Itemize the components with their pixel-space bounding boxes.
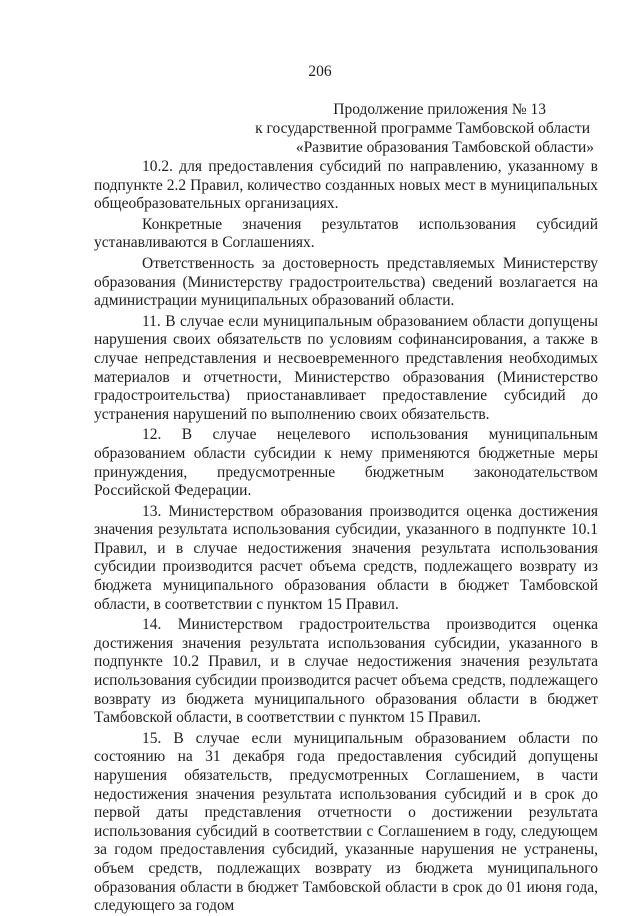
appendix-header-line-1: Продолжение приложения № 13 <box>333 101 546 118</box>
paragraph-11: 11. В случае если муниципальным образованием области допущены нарушения своих обязательств по условиям софинансирования, а также в случае непредставления и несвоевременного представления необходимых материалов и отчетности, Министерство образования (Министерство градостроительства) приостанавливает предоставление субсидий до устранения нарушений по выполнению своих обязательств. <box>94 312 598 423</box>
paragraph-13: 13. Министерством образования производится оценка достижения значения результата использования субсидии, указанного в подпункте 10.1 Правил, и в случае недостижения значения результата использования субсидии производится расчет объема средств, подлежащего возврату из бюджета муниципального образования области в бюджет Тамбовской области, в соответствии с пунктом 15 Правил. <box>94 502 598 613</box>
paragraph-14: 14. Министерством градостроительства производится оценка достижения значения результата использования субсидии, указанного в подпункте 10.2 Правил, и в случае недостижения значения результата использования субсидии производится расчет объема средств, подлежащего возврату из бюджета муниципального образования области в бюджет Тамбовской области, в соответствии с пунктом 15 Правил. <box>94 616 598 727</box>
appendix-header-line-3: «Развитие образования Тамбовской области» <box>295 139 594 156</box>
paragraph-specific-values: Конкретные значения результатов использования субсидий устанавливаются в Соглашениях. <box>94 215 598 252</box>
paragraph-12: 12. В случае нецелевого использования муниципальным образованием области субсидии к нему применяются бюджетные меры принуждения, предусмотренные бюджетным законодательством Российской Федерации. <box>94 426 598 500</box>
paragraph-responsibility: Ответственность за достоверность представляемых Министерству образования (Министерству градостроительства) сведений возлагается на администрации муниципальных образований области. <box>94 254 598 310</box>
document-body <box>94 158 598 916</box>
paragraph-15: 15. В случае если муниципальным образованием области по состоянию на 31 декабря года предоставления субсидий допущены нарушения обязательств, предусмотренных Соглашением, в части недостижения значения результата использования субсидий и в срок до первой даты представления отчетности о достижении результата использования субсидий в соответствии с Соглашением в году, следующем за годом предоставления субсидий, указанные нарушения не устранены, объем средств, подлежащих возврату из бюджета муниципального образования области в бюджет Тамбовской области в срок до 01 июня года, следующего за годом <box>94 729 598 915</box>
page-number: 206 <box>308 63 332 80</box>
appendix-header-line-2: к государственной программе Тамбовской области <box>255 120 590 137</box>
appendix-header <box>255 100 594 157</box>
paragraph-10-2: 10.2. для предоставления субсидий по направлению, указанному в подпункте 2.2 Правил, количество созданных новых мест в муниципальных общеобразовательных организациях. <box>94 158 598 213</box>
